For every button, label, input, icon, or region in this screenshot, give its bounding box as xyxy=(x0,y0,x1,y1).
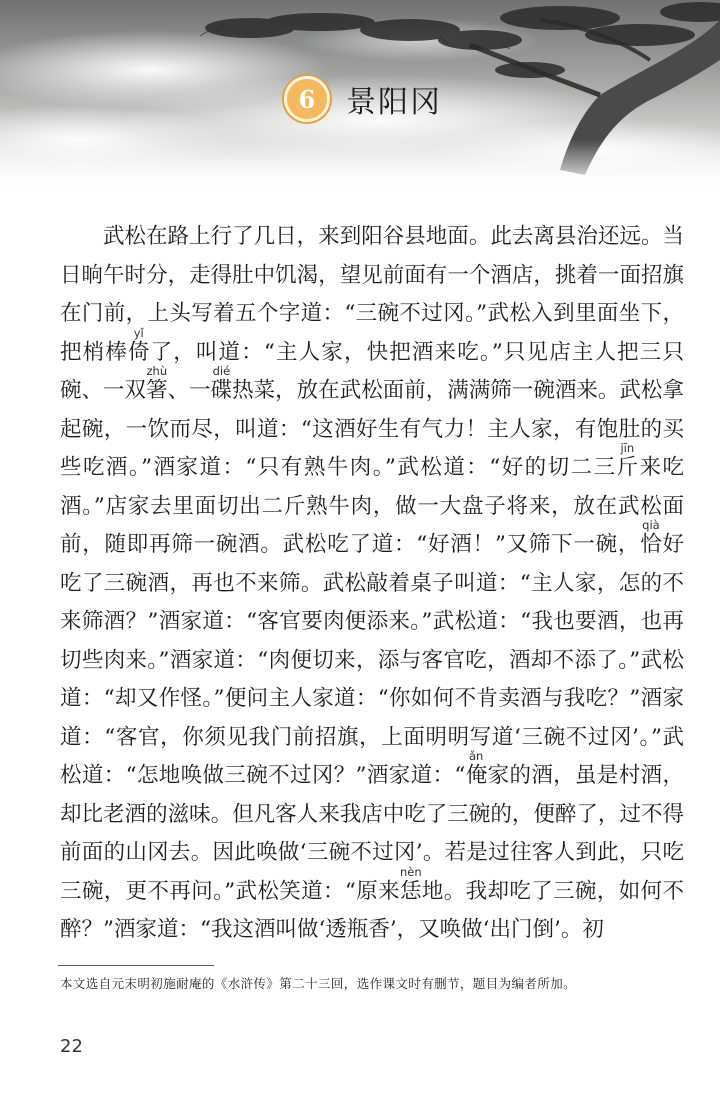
body-text xyxy=(60,218,684,950)
lesson-title: 景阳冈 xyxy=(346,85,442,120)
text-run: 地。我却吃了三碗，如何不醉？”酒家道：“我这酒叫做‘透瓶香’，又唤做‘出门倒’。初 xyxy=(60,878,684,942)
page-number: 22 xyxy=(60,1036,83,1057)
pinyin-annotation: yǐ xyxy=(127,325,150,340)
pinyin-annotation: dié xyxy=(210,364,233,378)
annotated-character: 倚yǐ xyxy=(127,325,151,365)
annotated-character: 箸zhù xyxy=(146,364,168,403)
text-run: 了，叫道：“主人家，快把酒来吃。”只见店主人把三只碗、一双 xyxy=(60,339,684,403)
annotated-character: 恰qià xyxy=(640,518,663,557)
pinyin-annotation: ǎn xyxy=(465,749,487,763)
annotated-character: 斤jīn xyxy=(616,441,640,480)
lesson-number-badge xyxy=(284,76,330,122)
text-run: 热菜，放在武松面前，满满筛一碗酒来。武松拿起碗，一饮而尽，叫道：“这酒好生有气力！主人家，有饱肚的买些吃酒。”酒家道：“只有熟牛肉。”武松道：“好的切二三 xyxy=(60,378,684,480)
pinyin-annotation: jīn xyxy=(616,441,639,455)
text-run: 好吃了三碗酒，再也不来筛。武松敲着桌子叫道：“主人家，怎的不来筛酒？”酒家道：“客官要肉便添来。”武松道：“我也要酒，也再切些肉来。”酒家道：“肉便切来，添与客官吃，酒却不添了。”武松道：“却又作怪。”便问主人家道：“你如何不肯卖酒与我吃？”酒家道：“客官，你须见我门前招旗，上面明明写道‘三碗不过冈’。”武松道：“怎地唤做三碗不过冈？”酒家道：“ xyxy=(60,532,684,788)
annotated-character: 恁nèn xyxy=(399,864,422,904)
annotated-character: 碟dié xyxy=(210,364,233,403)
pinyin-annotation: qià xyxy=(640,518,662,532)
pinyin-annotation: zhù xyxy=(146,364,168,378)
paragraph xyxy=(60,218,684,950)
lesson-number: 6 xyxy=(298,84,316,114)
pinyin-annotation: nèn xyxy=(399,864,422,879)
text-run: 家的酒，虽是村酒，却比老酒的滋味。但凡客人来我店中吃了三碗的，便醉了，过不得前面的山冈去。因此唤做‘三碗不过冈’。若是过往客人到此，只吃三碗，更不再问。”武松笑道：“原来 xyxy=(60,763,684,904)
footnote-divider xyxy=(58,965,214,966)
lesson-heading xyxy=(284,76,442,122)
footnote: 本文选自元末明初施耐庵的《水浒传》第二十三回，选作课文时有删节，题目为编者所加。 xyxy=(60,976,577,991)
text-run: 武松在路上行了几日，来到阳谷县地面。此去离县治还远。当日晌午时分，走得肚中饥渴，望见前面有一个酒店，挑着一面招旗在门前，上头写着五个字道：“三碗不过冈。”武松入到里面坐下，把梢棒 xyxy=(60,224,684,365)
text-run: 、一 xyxy=(167,378,211,403)
annotated-character: 俺ǎn xyxy=(465,749,488,788)
text-run: 来吃酒。”店家去里面切出二斤熟牛肉，做一大盘子将来，放在武松面前，随即再筛一碗酒。武松吃了道：“好酒！”又筛下一碗， xyxy=(60,455,684,557)
